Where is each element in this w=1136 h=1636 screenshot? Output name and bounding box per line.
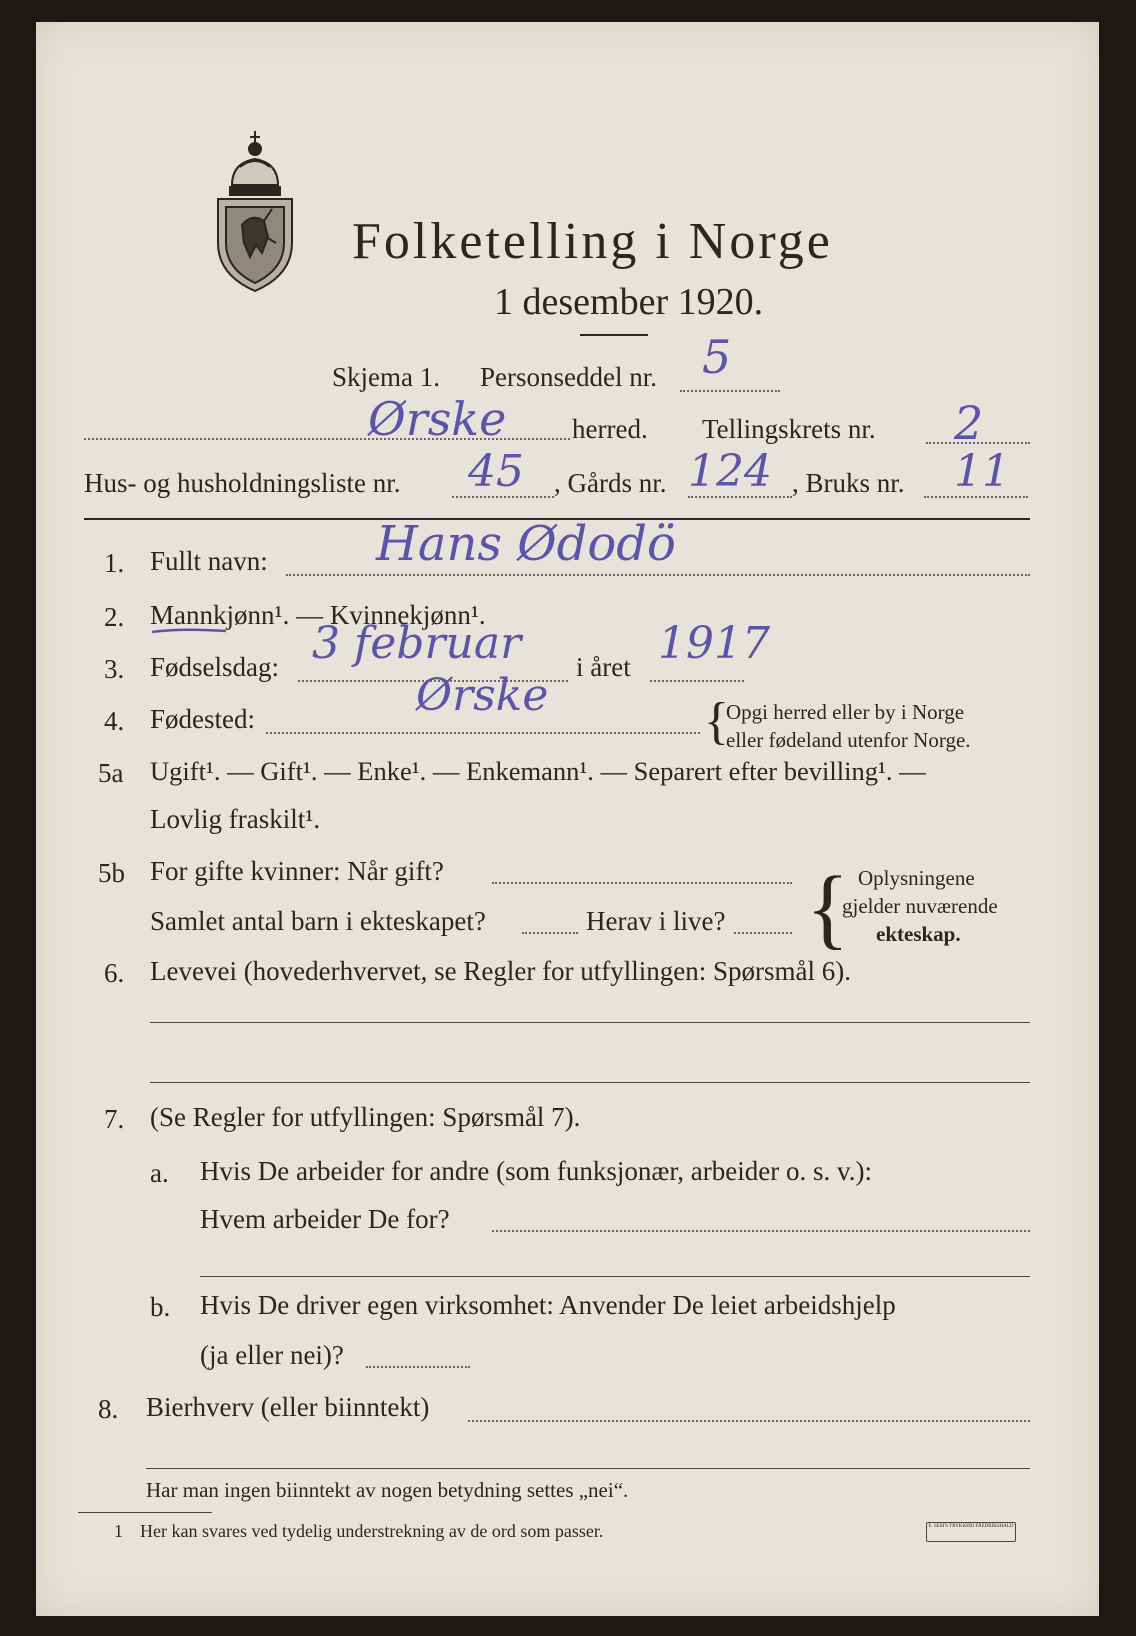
q7a-number: a. bbox=[150, 1158, 169, 1188]
q4-note-line1: Opgi herred eller by i Norge bbox=[726, 700, 965, 724]
form-title: Folketelling i Norge bbox=[352, 213, 833, 270]
q7a-line2: Hvem arbeider De for? bbox=[200, 1204, 450, 1234]
q6-text: Levevei (hovederhvervet, se Regler for utfyllingen: Spørsmål 6). bbox=[150, 956, 852, 986]
q6-answer-line-2 bbox=[150, 1082, 1030, 1083]
q1-label: Fullt navn: bbox=[150, 546, 268, 576]
printer-stamp: E. SEM'S TRYKKERI FREDRIKSHALD bbox=[926, 1522, 1016, 1542]
q5b-line2a: Samlet antal barn i ekteskapet? bbox=[150, 906, 486, 936]
title-divider bbox=[580, 334, 648, 336]
q4-label: Fødested: bbox=[150, 704, 255, 734]
herred-value: Ørske bbox=[368, 392, 507, 446]
gards-label: , Gårds nr. bbox=[554, 468, 667, 498]
q3-label: Fødselsdag: bbox=[150, 652, 280, 682]
q7-text: (Se Regler for utfyllingen: Spørsmål 7). bbox=[150, 1102, 581, 1132]
footnote-mark: 1 bbox=[114, 1521, 123, 1541]
census-form: Folketelling i Norge 1 desember 1920. Skjema 1. Personseddel nr. 5 Ørske herred. Tellingskrets nr. 2 Hus- og husholdningsliste nr. 45 , Gårds nr. 124 , Bruks nr. 11 1. Fullt navn: Hans Ødodö 2. Mannkjønn¹. — Kvinnekjønn¹. 3. Fødselsdag: 3 februar i året 1917 4. Fødested: Ørske { Opgi herred eller by i Norge eller fødeland utenfor Norge. 5a Ugift¹. — Gift¹. — Enke¹. — Enkemann¹. — Separert efter bevilling¹. — Lovlig fraskilt¹. 5b For gifte kvinner: Når gift? Samlet antal barn i ekteskapet? Herav i live? { Oplysningene gjelder nuværende ekteskap. 6. Levevei (hovederhvervet, se Regler for utfyllingen: Spørsmål 6). 7. (Se Regler for utfyllingen: Spørsmål 7). a. Hvis De arbeider for andre (som funksjonær, arbeider o. s. v.): Hvem arbeider De for? b. Hvis De driver egen virksomhet: Anvender De leiet arbeidshjelp (ja eller nei)? 8. Bierhverv (eller biinntekt) Har man ingen biinntekt av nogen betydning settes „nei“. 1 Her kan svares ved tydelig understrekning av de ord som passer. E. SEM'S TRYKKERI FREDRIKSHALD bbox=[36, 22, 1099, 1616]
hus-value: 45 bbox=[468, 446, 524, 497]
q4-note-line2: eller fødeland utenfor Norge. bbox=[726, 728, 971, 752]
q3-year-label: i året bbox=[576, 652, 631, 682]
q7a-answer-line bbox=[200, 1276, 1030, 1277]
q5a-number: 5a bbox=[98, 758, 124, 788]
q5b-note2: gjelder nuværende bbox=[842, 894, 998, 918]
skjema-label: Skjema 1. bbox=[332, 362, 440, 392]
q2-gender-options: Mannkjønn¹. — Kvinnekjønn¹. bbox=[150, 600, 486, 630]
norwegian-coat-of-arms-icon bbox=[212, 125, 298, 295]
tellingskrets-label: Tellingskrets nr. bbox=[702, 414, 876, 444]
q3-birth-date: 3 februar bbox=[312, 618, 522, 669]
q5a-marital-options: Ugift¹. — Gift¹. — Enke¹. — Enkemann¹. — Separert efter bevilling¹. — bbox=[150, 756, 926, 786]
census-date: 1 desember 1920. bbox=[494, 281, 764, 323]
q4-birthplace: Ørske bbox=[416, 670, 549, 721]
q1-number: 1. bbox=[104, 548, 125, 578]
q5b-number: 5b bbox=[98, 858, 125, 888]
q2-number: 2. bbox=[104, 602, 125, 632]
q8-answer-line bbox=[146, 1468, 1030, 1469]
personseddel-label: Personseddel nr. bbox=[480, 362, 657, 392]
personseddel-value: 5 bbox=[702, 330, 732, 384]
q5b-line2b: Herav i live? bbox=[586, 906, 726, 936]
q5b-note3: ekteskap. bbox=[876, 922, 961, 946]
q6-answer-line-1 bbox=[150, 1022, 1030, 1023]
q6-number: 6. bbox=[104, 958, 125, 988]
hus-label: Hus- og husholdningsliste nr. bbox=[84, 468, 401, 498]
tellingskrets-value: 2 bbox=[954, 396, 984, 450]
q7b-number: b. bbox=[150, 1292, 171, 1322]
bruks-value: 11 bbox=[954, 446, 1010, 497]
q3-number: 3. bbox=[104, 654, 125, 684]
q8-text: Bierhverv (eller biinntekt) bbox=[146, 1392, 430, 1422]
herred-label: herred. bbox=[572, 414, 648, 444]
gards-value: 124 bbox=[688, 446, 772, 497]
q7b-line1: Hvis De driver egen virksomhet: Anvender De leiet arbeidshjelp bbox=[200, 1290, 896, 1320]
q5a-marital-options-cont: Lovlig fraskilt¹. bbox=[150, 804, 321, 834]
q5b-note1: Oplysningene bbox=[858, 866, 975, 890]
q8-number: 8. bbox=[98, 1394, 119, 1424]
bruks-label: , Bruks nr. bbox=[792, 468, 905, 498]
q7a-line1: Hvis De arbeider for andre (som funksjonær, arbeider o. s. v.): bbox=[200, 1156, 872, 1186]
q4-number: 4. bbox=[104, 706, 125, 736]
nei-note: Har man ingen biinntekt av nogen betydning settes „nei“. bbox=[146, 1478, 629, 1502]
q5b-line1: For gifte kvinner: Når gift? bbox=[150, 856, 444, 886]
q7-number: 7. bbox=[104, 1104, 125, 1134]
footnote: Her kan svares ved tydelig understrekning av de ord som passer. bbox=[140, 1521, 604, 1541]
q3-birth-year: 1917 bbox=[658, 618, 770, 669]
mannkjonn-underline bbox=[150, 626, 230, 638]
q1-full-name: Hans Ødodö bbox=[376, 516, 676, 572]
q7b-line2: (ja eller nei)? bbox=[200, 1340, 344, 1370]
